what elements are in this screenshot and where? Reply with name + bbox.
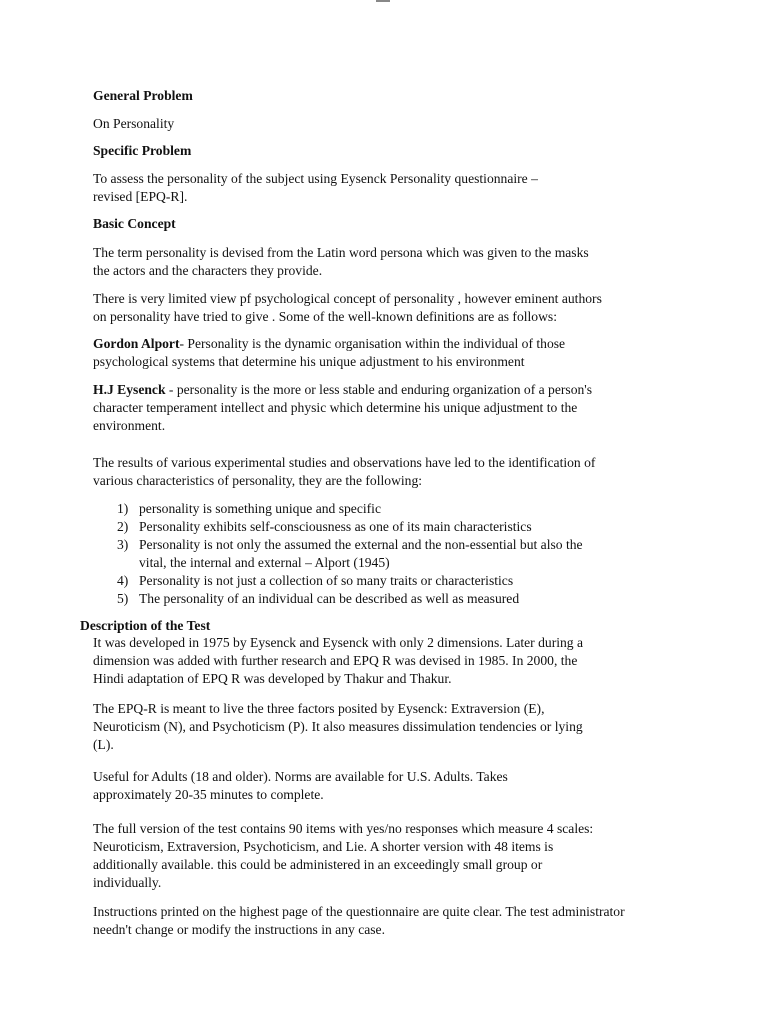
text-line: The term personality is devised from the Latin word persona which was given to the masks [93,245,589,260]
basic-concept-paragraph-2 [93,290,713,326]
text-line: character temperament intellect and physic which determine his unique adjustment to the [93,400,578,415]
text-line: dimension was added with further research and EPQ R was devised in 1985. In 2000, the [93,653,578,668]
eysenck-definition [93,381,713,435]
description-paragraph-1 [93,634,713,688]
text-line: The full version of the test contains 90 items with yes/no responses which measure 4 scales: [93,821,594,836]
list-item [93,590,693,608]
eysenck-name: H.J Eysenck [93,382,166,397]
eysenck-definition-text: - personality is the more or less stable and enduring organization of a person's [165,382,593,397]
list-item [93,518,693,536]
alport-definition-text: - Personality is the dynamic organisation within the individual of those [179,336,566,351]
description-paragraph-2 [93,700,713,754]
text-line: personality is something unique and specific [139,501,381,516]
text-line: revised [EPQ-R]. [93,189,188,204]
text-line: It was developed in 1975 by Eysenck and Eysenck with only 2 dimensions. Later during a [93,635,584,650]
specific-problem-paragraph [93,170,713,206]
description-paragraph-3 [93,768,713,804]
text-line: environment. [93,418,166,433]
list-item [93,572,693,590]
text-line: There is very limited view pf psychological concept of personality , however eminent authors [93,291,602,306]
text-line: Hindi adaptation of EPQ R was developed by Thakur and Thakur. [93,671,452,686]
general-problem-text: On Personality [93,116,175,131]
list-number: 2) [117,519,129,534]
text-line: Useful for Adults (18 and older). Norms are available for U.S. Adults. Takes [93,769,508,784]
list-number: 3) [117,537,129,552]
text-line: Instructions printed on the highest page of the questionnaire are quite clear. The test administrator [93,904,625,919]
text-line: additionally available. this could be administered in an exceedingly small group or [93,857,543,872]
text-line: approximately 20-35 minutes to complete. [93,787,324,802]
text-line [93,381,713,399]
page-top-mark [376,0,390,2]
alport-name: Gordon Alport [93,336,180,351]
text-line: on personality have tried to give . Some of the well-known definitions are as follows: [93,309,557,324]
text-line: The personality of an individual can be described as well as measured [139,591,520,606]
list-number: 4) [117,573,129,588]
description-heading: Description of the Test [80,618,211,633]
text-line: Personality is not just a collection of so many traits or characteristics [139,573,514,588]
text-line: Personality is not only the assumed the external and the non-essential but also the [139,537,583,552]
general-problem-heading: General Problem [93,88,193,103]
text-line: Neuroticism (N), and Psychoticism (P). It also measures dissimulation tendencies or lying [93,719,583,734]
text-line: individually. [93,875,162,890]
text-line: various characteristics of personality, they are the following: [93,473,423,488]
characteristics-list [93,500,693,608]
text-line: needn't change or modify the instructions in any case. [93,922,385,937]
text-line: vital, the internal and external – Alport (1945) [139,555,390,570]
alport-definition [93,335,713,371]
basic-concept-heading: Basic Concept [93,216,176,231]
list-item [93,536,693,572]
text-line: (L). [93,737,114,752]
text-line: To assess the personality of the subject using Eysenck Personality questionnaire – [93,171,538,186]
specific-problem-heading: Specific Problem [93,143,192,158]
list-number: 5) [117,591,129,606]
list-number: 1) [117,501,129,516]
text-line: Personality exhibits self-consciousness as one of its main characteristics [139,519,532,534]
text-line: The results of various experimental studies and observations have led to the identification of [93,455,596,470]
text-line: the actors and the characters they provide. [93,263,323,278]
text-line: Neuroticism, Extraversion, Psychoticism, and Lie. A shorter version with 48 items is [93,839,554,854]
text-line: The EPQ-R is meant to live the three factors posited by Eysenck: Extraversion (E), [93,701,545,716]
basic-concept-paragraph-1 [93,244,713,280]
results-paragraph [93,454,713,490]
description-paragraph-5 [93,903,713,939]
text-line: psychological systems that determine his unique adjustment to his environment [93,354,525,369]
list-item [93,500,693,518]
text-line [93,335,713,353]
description-paragraph-4 [93,820,713,892]
